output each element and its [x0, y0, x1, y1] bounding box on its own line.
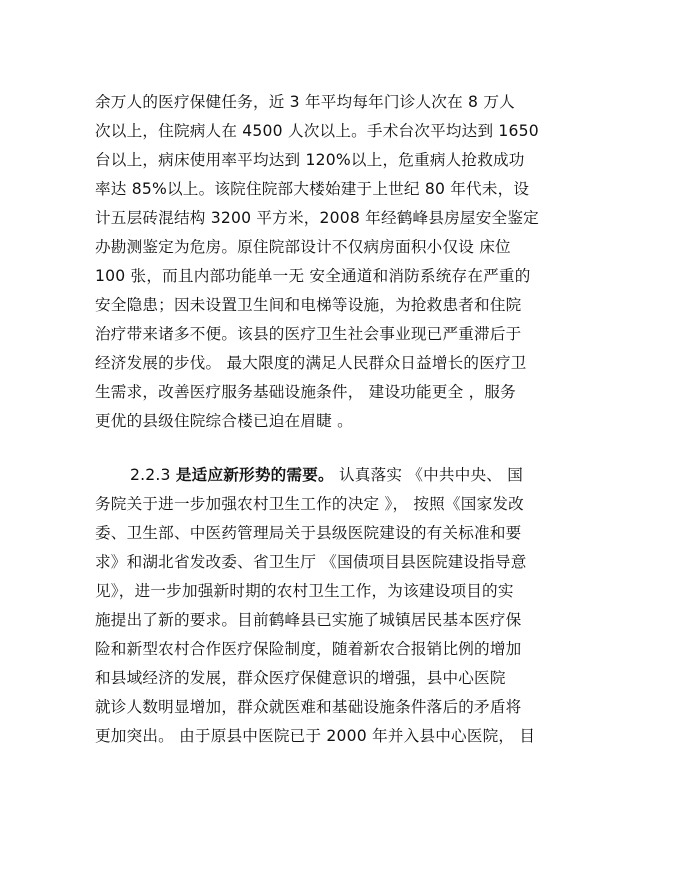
paragraph1-line: 治疗带来诸多不便。该县的医疗卫生社会事业现已严重滞后于	[95, 325, 522, 343]
paragraph1-line: 经济发展的步伐。 最大限度的满足人民群众日益增长的医疗卫	[95, 354, 527, 372]
paragraph2-line: 施提出了新的要求。目前鹤峰县已实施了城镇居民基本医疗保	[95, 611, 522, 629]
section-number: 2.2.3	[130, 466, 171, 484]
section-heading-line	[130, 465, 523, 485]
paragraph1-line: 安全隐患；因未设置卫生间和电梯等设施，为抢救患者和住院	[95, 296, 522, 314]
paragraph1-line: 率达 85%以上。该院住院部大楼始建于上世纪 80 年代未，设	[95, 180, 530, 198]
paragraph1-line: 更优的县级住院综合楼已迫在眉睫 。	[95, 412, 353, 430]
paragraph2-line: 务院关于进一步加强农村卫生工作的决定 》， 按照《国家发改	[95, 495, 524, 513]
paragraph1-line: 计五层砖混结构 3200 平方米，2008 年经鹤峰县房屋安全鉴定	[95, 209, 539, 227]
paragraph2-line: 就诊人数明显增加，群众就医难和基础设施条件落后的矛盾将	[95, 698, 522, 716]
paragraph1-line: 余万人的医疗保健任务，近 3 年平均每年门诊人次在 8 万人	[95, 93, 515, 111]
paragraph1-line: 生需求，改善医疗服务基础设施条件， 建设功能更全 ，服务	[95, 383, 516, 401]
paragraph1-line: 办勘测鉴定为危房。原住院部设计不仅病房面积小仅设 床位	[95, 238, 511, 256]
paragraph2-line: 委、卫生部、中医药管理局关于县级医院建设的有关标准和要	[95, 524, 522, 542]
paragraph2-line: 和县域经济的发展，群众医疗保健意识的增强，县中心医院	[95, 669, 506, 687]
section-first-line-rest: 认真落实 《中共中央、 国	[338, 466, 524, 484]
paragraph1-line: 台以上，病床使用率平均达到 120%以上，危重病人抢救成功	[95, 151, 525, 169]
paragraph2-line: 险和新型农村合作医疗保险制度，随着新农合报销比例的增加	[95, 640, 522, 658]
paragraph2-line: 更加突出。 由于原县中医院已于 2000 年并入县中心医院， 目	[95, 727, 536, 745]
paragraph1-line: 次以上，住院病人在 4500 人次以上。手术台次平均达到 1650	[95, 122, 539, 140]
paragraph1-line: 100 张，而且内部功能单一无 安全通道和消防系统存在严重的	[95, 267, 531, 285]
paragraph2-line: 求》和湖北省发改委、省卫生厅 《国债项目县医院建设指导意	[95, 553, 527, 571]
section-heading: 是适应新形势的需要。	[175, 466, 334, 484]
paragraph2-line: 见》，进一步加强新时期的农村卫生工作，为该建设项目的实	[95, 582, 514, 600]
